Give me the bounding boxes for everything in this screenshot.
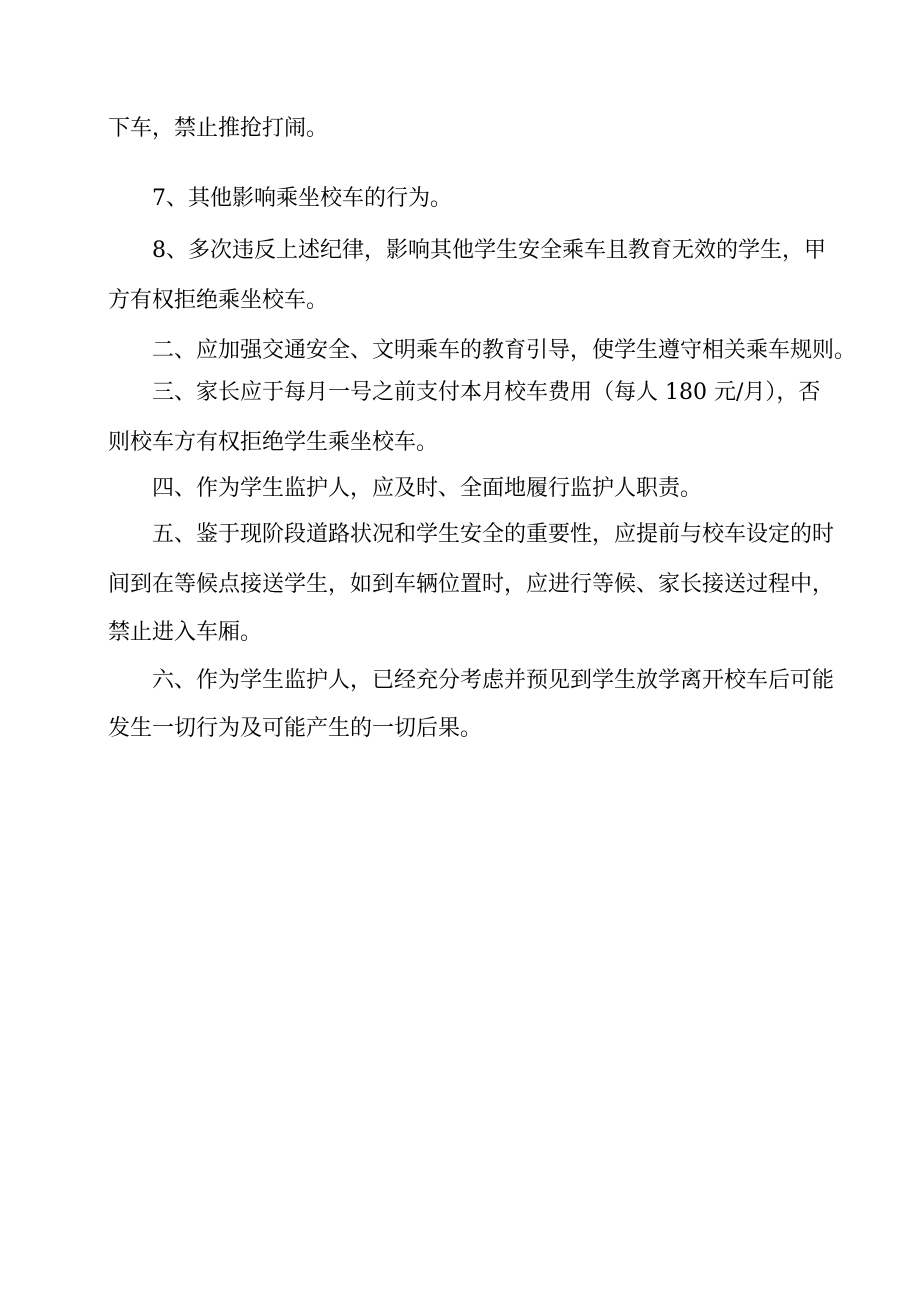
paragraph-line-6: 三、家长应于每月一号之前支付本月校车费用（每人 180 元/月），否 [152, 380, 821, 405]
paragraph-line-13: 发生一切行为及可能产生的一切后果。 [108, 716, 483, 741]
paragraph-line-11: 禁止进入车厢。 [108, 620, 263, 645]
paragraph-line-2: 7、其他影响乘坐校车的行为。 [152, 186, 452, 211]
paragraph-line-3 [152, 236, 826, 266]
paragraph-line-12: 六、作为学生监护人，已经充分考虑并预见到学生放学离开校车后可能 [152, 668, 835, 693]
paragraph-line-3-text: 8、多次违反上述纪律，影响其他学生安全乘车且教育无效的学生，甲 [152, 238, 826, 263]
paragraph-line-1: 下车，禁止推抢打闹。 [108, 116, 329, 141]
paragraph-line-10: 间到在等候点接送学生，如到车辆位置时，应进行等候、家长接送过程中， [108, 572, 835, 597]
paragraph-line-5: 二、应加强交通安全、文明乘车的教育引导，使学生遵守相关乘车规则。 [152, 338, 857, 363]
paragraph-line-7: 则校车方有权拒绝学生乘坐校车。 [108, 430, 439, 455]
paragraph-line-9: 五、鉴于现阶段道路状况和学生安全的重要性，应提前与校车设定的时 [152, 522, 835, 547]
paragraph-line-8: 四、作为学生监护人，应及时、全面地履行监护人职责。 [152, 476, 703, 501]
paragraph-line-4: 方有权拒绝乘坐校车。 [108, 288, 329, 313]
